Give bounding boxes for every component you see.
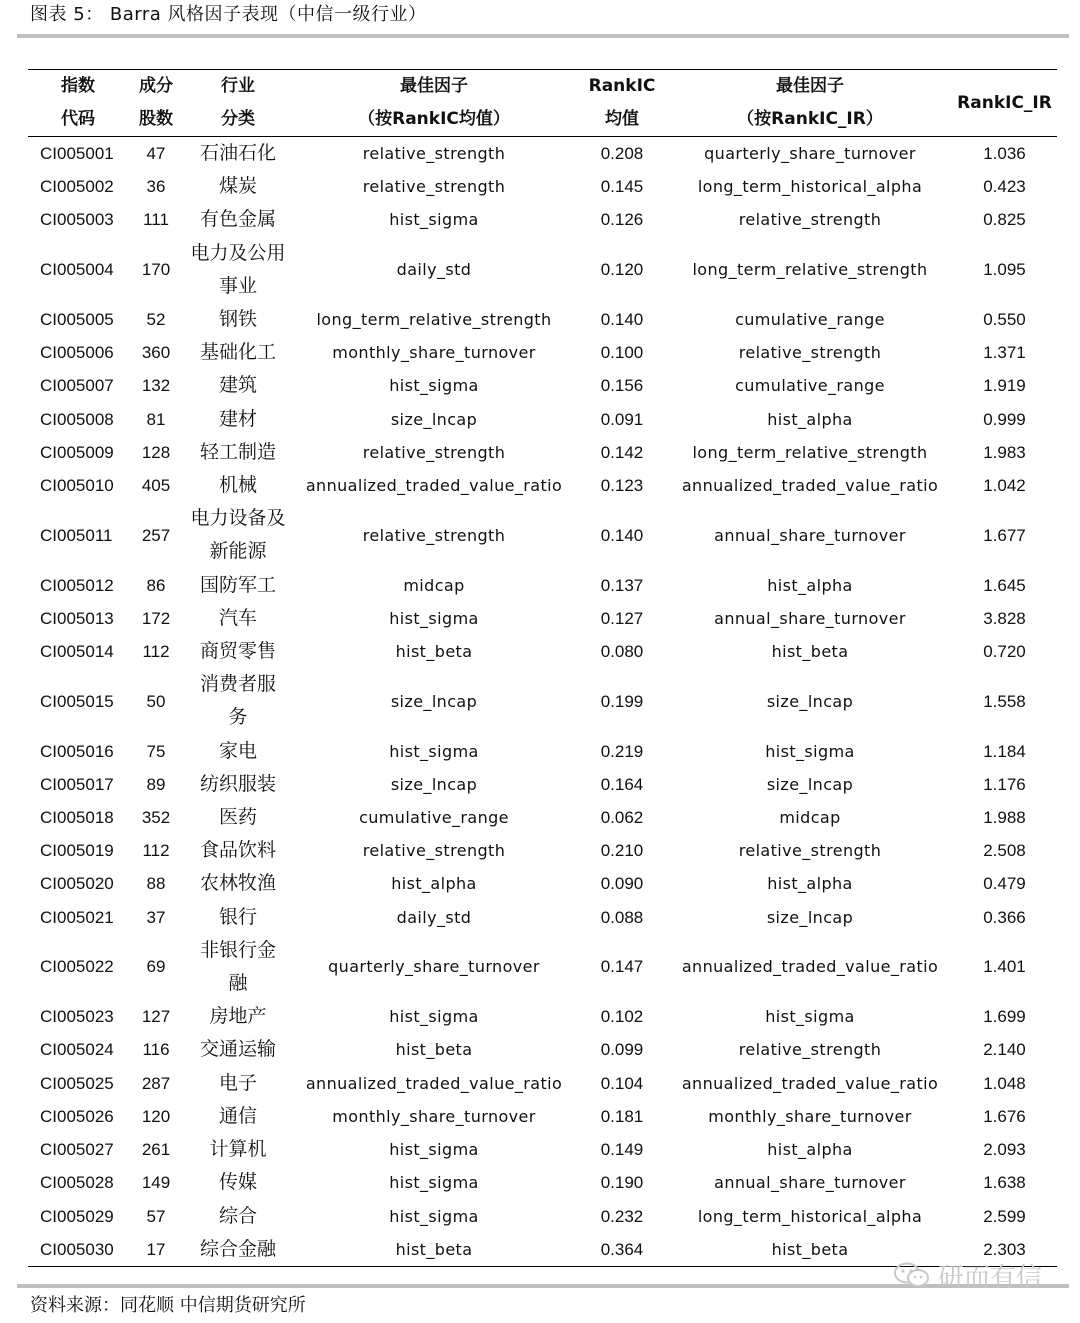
cell-constituent-count: 257 xyxy=(141,525,171,545)
cell-best-factor-ir: cumulative_range xyxy=(735,376,885,396)
cell-constituent-count: 261 xyxy=(141,1140,171,1160)
cell-best-factor-ic: size_lncap xyxy=(390,409,478,429)
cell-industry: 家电 xyxy=(218,739,257,762)
cell-best-factor-ir: long_term_historical_alpha xyxy=(697,1206,923,1226)
cell-best-factor-ic: hist_alpha xyxy=(391,874,477,894)
cell-rankic-ir: 1.048 xyxy=(983,1073,1026,1093)
cell-industry: 电力设备及 新能源 xyxy=(190,507,286,563)
cell-index-code: CI005029 xyxy=(40,1206,114,1226)
table-row xyxy=(28,469,1057,502)
cell-rankic-ir: 1.095 xyxy=(983,260,1026,280)
cell-industry: 非银行金 融 xyxy=(199,938,276,995)
cell-constituent-count: 89 xyxy=(146,774,166,794)
cell-index-code: CI005024 xyxy=(40,1040,114,1060)
cell-rankic-mean: 0.210 xyxy=(600,841,644,861)
cell-industry: 综合金融 xyxy=(199,1237,276,1260)
table-row xyxy=(28,801,1057,834)
cell-best-factor-ic: relative_strength xyxy=(362,841,506,861)
table-row xyxy=(28,502,1057,568)
cell-best-factor-ic: annualized_traded_value_ratio xyxy=(305,476,563,496)
cell-best-factor-ic: hist_sigma xyxy=(389,1140,479,1160)
cell-index-code: CI005012 xyxy=(40,575,114,595)
cell-best-factor-ir: size_lncap xyxy=(766,691,854,711)
table-row xyxy=(28,635,1057,668)
cell-index-code: CI005027 xyxy=(40,1140,114,1160)
cell-constituent-count: 47 xyxy=(146,144,166,163)
table-row xyxy=(28,934,1057,1000)
header-industry: 行业 分类 xyxy=(221,76,255,129)
cell-index-code: CI005020 xyxy=(40,874,114,894)
cell-rankic-ir: 2.093 xyxy=(983,1140,1026,1160)
table-body xyxy=(28,137,1057,1267)
table-row xyxy=(28,1067,1057,1100)
cell-rankic-mean: 0.219 xyxy=(600,741,644,761)
cell-rankic-ir: 1.184 xyxy=(983,741,1026,761)
cell-constituent-count: 112 xyxy=(142,642,170,662)
cell-index-code: CI005017 xyxy=(40,774,114,794)
cell-best-factor-ic: midcap xyxy=(403,575,465,595)
cell-rankic-ir: 0.423 xyxy=(983,177,1026,197)
cell-index-code: CI005016 xyxy=(40,741,114,761)
cell-best-factor-ir: annual_share_turnover xyxy=(714,1173,906,1193)
cell-industry: 有色金属 xyxy=(199,208,276,231)
table-row xyxy=(28,336,1057,369)
cell-index-code: CI005025 xyxy=(40,1073,114,1093)
cell-constituent-count: 37 xyxy=(146,907,166,927)
cell-industry: 交通运输 xyxy=(199,1038,276,1061)
cell-rankic-mean: 0.090 xyxy=(600,874,644,894)
wechat-logo-icon xyxy=(892,1261,932,1289)
cell-best-factor-ic: hist_sigma xyxy=(389,1007,479,1027)
cell-industry: 消费者服 务 xyxy=(199,673,276,729)
cell-index-code: CI005008 xyxy=(40,409,114,429)
cell-rankic-mean: 0.123 xyxy=(600,476,644,496)
cell-industry: 轻工制造 xyxy=(199,440,276,463)
cell-rankic-mean: 0.099 xyxy=(600,1040,644,1060)
header-code: 指数 代码 xyxy=(61,76,95,129)
cell-industry: 综合 xyxy=(218,1204,257,1227)
cell-best-factor-ic: cumulative_range xyxy=(359,808,509,828)
cell-index-code: CI005028 xyxy=(40,1173,114,1193)
cell-best-factor-ir: hist_sigma xyxy=(765,741,855,761)
cell-industry: 通信 xyxy=(218,1104,257,1127)
cell-rankic-mean: 0.142 xyxy=(600,442,644,462)
cell-best-factor-ic: hist_sigma xyxy=(389,210,479,230)
cell-rankic-mean: 0.088 xyxy=(600,907,644,927)
cell-constituent-count: 120 xyxy=(141,1106,171,1126)
cell-industry: 电力及公用 事业 xyxy=(190,241,286,297)
cell-index-code: CI005015 xyxy=(40,691,114,711)
cell-best-factor-ic: hist_sigma xyxy=(389,741,479,761)
cell-best-factor-ir: hist_alpha xyxy=(767,1140,853,1160)
table-row xyxy=(28,1033,1057,1066)
watermark-text: 研而有信 xyxy=(938,1262,1043,1293)
cell-rankic-ir: 1.676 xyxy=(983,1106,1026,1126)
header-best-factor-ic: 最佳因子 （按RankIC均值） xyxy=(358,76,510,129)
cell-rankic-ir: 1.176 xyxy=(983,774,1026,794)
cell-constituent-count: 132 xyxy=(141,376,171,396)
cell-rankic-mean: 0.062 xyxy=(600,808,644,828)
header-row xyxy=(28,70,1057,137)
cell-best-factor-ic: daily_std xyxy=(396,907,472,927)
cell-constituent-count: 50 xyxy=(146,691,166,711)
cell-industry: 计算机 xyxy=(209,1138,267,1161)
cell-rankic-ir: 1.558 xyxy=(983,691,1026,711)
top-divider xyxy=(17,34,1069,38)
cell-best-factor-ir: cumulative_range xyxy=(735,310,885,330)
cell-rankic-ir: 2.140 xyxy=(983,1040,1026,1060)
table-row xyxy=(28,901,1057,934)
cell-best-factor-ic: monthly_share_turnover xyxy=(332,343,536,363)
cell-best-factor-ir: midcap xyxy=(779,808,841,828)
cell-rankic-mean: 0.145 xyxy=(600,177,644,197)
cell-best-factor-ir: annual_share_turnover xyxy=(714,525,906,545)
cell-index-code: CI005022 xyxy=(40,957,114,977)
cell-industry: 房地产 xyxy=(209,1005,267,1028)
cell-constituent-count: 405 xyxy=(141,476,171,496)
table-row xyxy=(28,403,1057,436)
cell-constituent-count: 149 xyxy=(141,1173,171,1193)
cell-rankic-mean: 0.091 xyxy=(600,409,644,429)
cell-best-factor-ic: monthly_share_turnover xyxy=(332,1106,536,1126)
cell-rankic-ir: 2.508 xyxy=(983,841,1026,861)
cell-best-factor-ir: quarterly_share_turnover xyxy=(704,144,916,163)
cell-constituent-count: 36 xyxy=(146,177,166,197)
cell-industry: 机械 xyxy=(218,474,257,497)
cell-rankic-ir: 1.699 xyxy=(983,1007,1026,1027)
cell-constituent-count: 88 xyxy=(146,874,166,894)
cell-best-factor-ic: relative_strength xyxy=(362,177,506,197)
table-row xyxy=(28,303,1057,336)
cell-constituent-count: 69 xyxy=(146,957,166,977)
table-row xyxy=(28,1000,1057,1033)
cell-constituent-count: 287 xyxy=(141,1073,171,1093)
cell-constituent-count: 128 xyxy=(141,442,171,462)
cell-rankic-mean: 0.140 xyxy=(600,525,644,545)
cell-rankic-ir: 0.720 xyxy=(983,642,1026,662)
cell-index-code: CI005006 xyxy=(40,343,114,363)
cell-index-code: CI005004 xyxy=(40,260,114,280)
cell-rankic-ir: 0.479 xyxy=(983,874,1026,894)
figure-caption: 图表 5： Barra 风格因子表现（中信一级行业） xyxy=(30,4,427,25)
cell-constituent-count: 352 xyxy=(141,808,171,828)
cell-best-factor-ir: annualized_traded_value_ratio xyxy=(681,476,939,496)
watermark xyxy=(892,1258,1042,1292)
cell-best-factor-ir: hist_beta xyxy=(771,642,849,662)
cell-rankic-mean: 0.232 xyxy=(600,1206,644,1226)
cell-rankic-mean: 0.208 xyxy=(600,144,644,163)
cell-best-factor-ir: relative_strength xyxy=(738,343,882,363)
cell-index-code: CI005018 xyxy=(40,808,114,828)
table-row xyxy=(28,668,1057,734)
cell-index-code: CI005021 xyxy=(40,907,114,927)
table-row xyxy=(28,170,1057,203)
cell-best-factor-ic: hist_beta xyxy=(395,642,473,662)
cell-constituent-count: 172 xyxy=(141,608,171,628)
cell-best-factor-ir: hist_alpha xyxy=(767,874,853,894)
cell-rankic-ir: 1.983 xyxy=(983,442,1026,462)
cell-rankic-mean: 0.156 xyxy=(600,376,644,396)
cell-rankic-ir: 3.828 xyxy=(983,608,1026,628)
cell-index-code: CI005003 xyxy=(40,210,114,230)
cell-index-code: CI005030 xyxy=(40,1239,114,1259)
cell-rankic-mean: 0.104 xyxy=(600,1073,644,1093)
cell-rankic-ir: 1.042 xyxy=(983,476,1026,496)
table-row xyxy=(28,369,1057,402)
cell-constituent-count: 52 xyxy=(146,310,166,330)
cell-index-code: CI005007 xyxy=(40,376,114,396)
cell-industry: 食品饮料 xyxy=(199,839,276,862)
cell-rankic-mean: 0.140 xyxy=(600,310,644,330)
factor-table xyxy=(28,69,1057,1267)
cell-rankic-ir: 1.988 xyxy=(983,808,1026,828)
cell-rankic-ir: 1.645 xyxy=(983,575,1026,595)
cell-rankic-ir: 1.401 xyxy=(983,957,1026,977)
cell-best-factor-ic: annualized_traded_value_ratio xyxy=(305,1073,563,1093)
cell-constituent-count: 112 xyxy=(142,841,170,861)
cell-index-code: CI005009 xyxy=(40,442,114,462)
table-row xyxy=(28,834,1057,867)
table-row xyxy=(28,569,1057,602)
cell-rankic-ir: 1.036 xyxy=(983,144,1026,163)
cell-rankic-mean: 0.126 xyxy=(600,210,644,230)
cell-constituent-count: 111 xyxy=(143,210,169,230)
cell-best-factor-ir: hist_sigma xyxy=(765,1007,855,1027)
cell-constituent-count: 57 xyxy=(146,1206,166,1226)
cell-best-factor-ic: quarterly_share_turnover xyxy=(328,957,540,977)
cell-rankic-mean: 0.181 xyxy=(600,1106,644,1126)
table-row xyxy=(28,1200,1057,1233)
table-row xyxy=(28,237,1057,303)
cell-industry: 基础化工 xyxy=(199,341,276,364)
cell-industry: 煤炭 xyxy=(218,175,257,198)
cell-constituent-count: 17 xyxy=(146,1239,166,1259)
cell-industry: 钢铁 xyxy=(218,308,257,331)
cell-best-factor-ir: size_lncap xyxy=(766,907,854,927)
header-best-factor-ir: 最佳因子 （按RankIC_IR） xyxy=(737,76,883,129)
cell-industry: 商贸零售 xyxy=(199,640,276,663)
cell-best-factor-ir: long_term_relative_strength xyxy=(692,260,928,280)
cell-best-factor-ir: hist_beta xyxy=(771,1239,849,1259)
table-row xyxy=(28,735,1057,768)
cell-best-factor-ic: hist_beta xyxy=(395,1239,473,1259)
cell-index-code: CI005011 xyxy=(40,525,113,545)
cell-index-code: CI005026 xyxy=(40,1106,114,1126)
cell-index-code: CI005010 xyxy=(40,476,114,496)
header-rankic-ir: RankIC_IR xyxy=(957,92,1052,113)
cell-constituent-count: 170 xyxy=(141,260,171,280)
table-row xyxy=(28,1166,1057,1199)
cell-rankic-mean: 0.102 xyxy=(600,1007,644,1027)
cell-rankic-ir: 2.303 xyxy=(983,1239,1026,1259)
cell-industry: 传媒 xyxy=(218,1171,257,1194)
cell-industry: 国防军工 xyxy=(199,573,276,596)
cell-best-factor-ir: relative_strength xyxy=(738,1040,882,1060)
cell-constituent-count: 75 xyxy=(146,741,166,761)
cell-best-factor-ic: hist_sigma xyxy=(389,1173,479,1193)
cell-index-code: CI005005 xyxy=(40,310,114,330)
cell-industry: 汽车 xyxy=(218,606,257,629)
cell-best-factor-ic: size_lncap xyxy=(390,691,478,711)
cell-rankic-mean: 0.100 xyxy=(600,343,644,363)
cell-constituent-count: 360 xyxy=(141,343,171,363)
table-row xyxy=(28,602,1057,635)
cell-rankic-mean: 0.137 xyxy=(600,575,644,595)
cell-industry: 电子 xyxy=(218,1071,257,1094)
cell-rankic-mean: 0.149 xyxy=(600,1140,644,1160)
cell-best-factor-ic: hist_sigma xyxy=(389,608,479,628)
cell-best-factor-ic: relative_strength xyxy=(362,525,506,545)
cell-best-factor-ic: hist_sigma xyxy=(389,1206,479,1226)
cell-index-code: CI005014 xyxy=(40,642,114,662)
cell-best-factor-ir: relative_strength xyxy=(738,210,882,230)
table-row xyxy=(28,203,1057,236)
cell-index-code: CI005023 xyxy=(40,1007,114,1027)
cell-industry: 医药 xyxy=(218,806,257,829)
cell-best-factor-ir: size_lncap xyxy=(766,774,854,794)
cell-best-factor-ir: hist_alpha xyxy=(767,409,853,429)
cell-rankic-ir: 2.599 xyxy=(983,1206,1026,1226)
cell-best-factor-ir: relative_strength xyxy=(738,841,882,861)
cell-index-code: CI005001 xyxy=(40,144,114,163)
cell-industry: 建筑 xyxy=(218,374,257,397)
cell-rankic-mean: 0.127 xyxy=(600,608,644,628)
cell-constituent-count: 86 xyxy=(146,575,166,595)
cell-rankic-ir: 0.366 xyxy=(983,907,1026,927)
cell-rankic-mean: 0.164 xyxy=(600,774,644,794)
cell-best-factor-ir: annualized_traded_value_ratio xyxy=(681,957,939,977)
cell-rankic-mean: 0.199 xyxy=(600,691,644,711)
table-row xyxy=(28,1133,1057,1166)
cell-rankic-mean: 0.147 xyxy=(600,957,644,977)
cell-rankic-ir: 0.825 xyxy=(983,210,1026,230)
source-note: 资料来源：同花顺 中信期货研究所 xyxy=(30,1295,306,1316)
table-row xyxy=(28,867,1057,900)
cell-index-code: CI005013 xyxy=(40,608,114,628)
cell-industry: 纺织服装 xyxy=(199,772,276,795)
cell-best-factor-ir: monthly_share_turnover xyxy=(708,1106,912,1126)
cell-best-factor-ir: long_term_historical_alpha xyxy=(697,177,923,197)
table-row xyxy=(28,436,1057,469)
cell-constituent-count: 127 xyxy=(141,1007,171,1027)
cell-best-factor-ir: annualized_traded_value_ratio xyxy=(681,1073,939,1093)
cell-rankic-mean: 0.080 xyxy=(600,642,644,662)
header-count: 成分 股数 xyxy=(139,76,173,129)
cell-constituent-count: 116 xyxy=(142,1040,170,1060)
table-row xyxy=(28,137,1057,171)
cell-best-factor-ic: size_lncap xyxy=(390,774,478,794)
cell-rankic-ir: 1.371 xyxy=(983,343,1026,363)
cell-industry: 石油石化 xyxy=(199,142,276,164)
cell-industry: 农林牧渔 xyxy=(199,872,276,895)
cell-best-factor-ir: annual_share_turnover xyxy=(714,608,906,628)
cell-rankic-ir: 0.999 xyxy=(983,409,1026,429)
cell-rankic-mean: 0.364 xyxy=(600,1239,644,1259)
cell-best-factor-ic: relative_strength xyxy=(362,144,506,163)
cell-rankic-ir: 0.550 xyxy=(983,310,1026,330)
cell-rankic-mean: 0.190 xyxy=(600,1173,644,1193)
cell-best-factor-ic: hist_beta xyxy=(395,1040,473,1060)
cell-rankic-ir: 1.677 xyxy=(983,525,1026,545)
cell-best-factor-ir: hist_alpha xyxy=(767,575,853,595)
cell-best-factor-ic: long_term_relative_strength xyxy=(316,310,552,330)
table-row xyxy=(28,1100,1057,1133)
cell-industry: 建材 xyxy=(218,407,257,430)
cell-index-code: CI005019 xyxy=(40,841,114,861)
header-rankic-mean: RankIC 均值 xyxy=(588,76,656,129)
cell-industry: 银行 xyxy=(218,905,257,928)
cell-rankic-ir: 1.919 xyxy=(983,376,1026,396)
cell-best-factor-ic: relative_strength xyxy=(362,442,506,462)
cell-best-factor-ir: long_term_relative_strength xyxy=(692,442,928,462)
cell-constituent-count: 81 xyxy=(146,409,166,429)
cell-best-factor-ic: hist_sigma xyxy=(389,376,479,396)
table-row xyxy=(28,768,1057,801)
cell-rankic-ir: 1.638 xyxy=(983,1173,1026,1193)
cell-rankic-mean: 0.120 xyxy=(600,260,644,280)
cell-index-code: CI005002 xyxy=(40,177,114,197)
cell-best-factor-ic: daily_std xyxy=(396,260,472,280)
